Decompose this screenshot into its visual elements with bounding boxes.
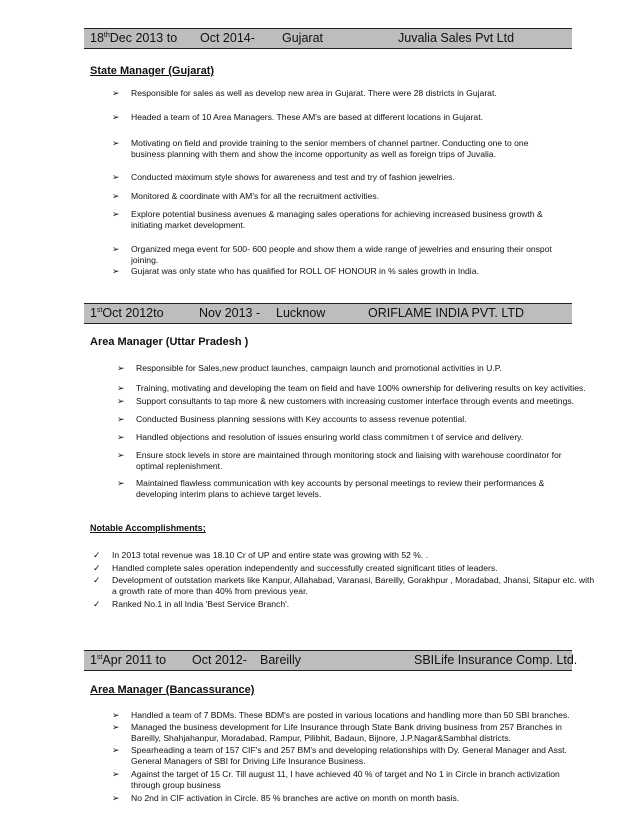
list-item <box>112 769 576 791</box>
from-day: 1 <box>90 653 97 667</box>
item-text: Explore potential business avenues & managing sales operations for achieving increased business growth & initiating market development. <box>131 209 543 230</box>
item-text: Monitored & coordinate with AM's for all the recruitment activities. <box>131 191 380 201</box>
job-header-oriflame <box>84 303 572 324</box>
item-text: Spearheading a team of 157 CIF's and 257 BM's and developing relationships with Dy. General Manager and Asst. General Managers of SBI for Driving Life Insurance Business. <box>131 745 567 766</box>
item-text: Training, motivating and developing the team on field and have 100% ownership for delivering results on key activities. <box>136 383 586 393</box>
list-item <box>93 599 600 610</box>
arrow-bullet-icon: ➢ <box>117 414 125 424</box>
list-item <box>112 244 561 266</box>
arrow-bullet-icon: ➢ <box>117 478 125 488</box>
list-item <box>117 478 586 500</box>
arrow-bullet-icon: ➢ <box>112 710 120 720</box>
item-text: Handled a team of 7 BDMs. These BDM's are posted in various locations and handling more than 50 SBI branches. <box>131 710 570 720</box>
from-day: 1 <box>90 306 97 320</box>
arrow-bullet-icon: ➢ <box>112 745 120 755</box>
list-item <box>112 710 576 721</box>
role-title: State Manager (Gujarat) <box>90 65 215 77</box>
arrow-bullet-icon: ➢ <box>117 383 125 393</box>
item-text: Ranked No.1 in all India 'Best Service Branch'. <box>112 599 290 609</box>
item-text: Handled complete sales operation independently and successfully created significant titles of leaders. <box>112 563 498 573</box>
period-from <box>90 29 177 48</box>
item-text: Headed a team of 10 Area Managers. These AM's are based at different locations in Gujarat. <box>131 112 483 122</box>
arrow-bullet-icon: ➢ <box>112 172 120 182</box>
list-item <box>112 138 561 160</box>
list-item <box>112 191 561 202</box>
list-item <box>112 112 561 123</box>
company-name: Juvalia Sales Pvt Ltd <box>398 31 515 45</box>
arrow-bullet-icon: ➢ <box>117 396 125 406</box>
job-city: Bareilly <box>260 653 301 667</box>
job-header-sbi-life <box>84 650 578 671</box>
period-from <box>90 304 164 323</box>
arrow-bullet-icon: ➢ <box>112 112 120 122</box>
item-text: Ensure stock levels in store are maintained through monitoring stock and liaising with warehouse coordinator for optimal replenishment. <box>136 450 562 471</box>
arrow-bullet-icon: ➢ <box>112 88 120 98</box>
arrow-bullet-icon: ➢ <box>112 793 120 803</box>
arrow-bullet-icon: ➢ <box>117 432 125 442</box>
role-title: Area Manager (Bancassurance) <box>90 684 255 696</box>
list-item <box>93 563 600 574</box>
arrow-bullet-icon: ➢ <box>112 209 120 219</box>
arrow-bullet-icon: ➢ <box>117 450 125 460</box>
company-name: SBILife Insurance Comp. Ltd. <box>414 653 578 667</box>
list-item <box>93 575 600 597</box>
from-rest: Dec 2013 to <box>109 31 178 45</box>
from-rest: Apr 2011 to <box>102 653 167 667</box>
item-text: Conducted Business planning sessions with Key accounts to assess revenue potential. <box>136 414 467 424</box>
list-item <box>117 383 586 394</box>
item-text: Against the target of 15 Cr. Till august 11, I have achieved 40 % of target and No 1 in Circle in branch activization through group business <box>131 769 560 790</box>
item-text: Support consultants to tap more & new customers with increasing customer interface through events and meetings. <box>136 396 575 406</box>
list-item <box>112 266 561 277</box>
item-text: No 2nd in CIF activation in Circle. 85 % branches are active on month on month basis. <box>131 793 460 803</box>
arrow-bullet-icon: ➢ <box>117 363 125 373</box>
job-city: Lucknow <box>276 306 326 320</box>
list-item <box>112 745 576 767</box>
checkmark-icon: ✓ <box>93 599 101 609</box>
arrow-bullet-icon: ➢ <box>112 769 120 779</box>
item-text: Conducted maximum style shows for awareness and test and try of fashion jewelries. <box>131 172 455 182</box>
item-text: Motivating on field and provide training to the senior members of channel partner. Conducting one to one business planning with them and show the income opportunity as well as foreign trips of Juvalia. <box>131 138 529 159</box>
list-item <box>112 722 576 744</box>
from-sup: st <box>96 306 103 314</box>
checkmark-icon: ✓ <box>93 563 101 573</box>
checkmark-icon: ✓ <box>93 550 101 560</box>
item-text: Gujarat was only state who has qualified for ROLL OF HONOUR in % sales growth in India. <box>131 266 479 276</box>
period-to: Oct 2012- <box>192 653 247 667</box>
list-item <box>117 414 586 425</box>
notable-accomplishments-heading: Notable Accomplishments; <box>90 523 206 533</box>
list-item <box>117 396 586 407</box>
job-city: Gujarat <box>282 31 323 45</box>
list-item <box>112 793 576 804</box>
list-item <box>93 550 600 561</box>
item-text: Handled objections and resolution of issues ensuring world class commitmen t of service and delivery. <box>136 432 524 442</box>
item-text: Responsible for sales as well as develop new area in Gujarat. There were 28 districts in Gujarat. <box>131 88 497 98</box>
from-day: 18 <box>90 31 104 45</box>
item-text: In 2013 total revenue was 18.10 Cr of UP and entire state was growing with 52 %. . <box>112 550 429 560</box>
checkmark-icon: ✓ <box>93 575 101 585</box>
list-item <box>117 432 586 443</box>
job-header-juvalia <box>84 28 572 49</box>
list-item <box>112 172 561 183</box>
item-text: Development of outstation markets like Kanpur, Allahabad, Varanasi, Bareilly, Gorakhpur , Moradabad, Jhansi, Sitapur etc. with a growth rate of more than 40% from previous year. <box>112 575 595 596</box>
item-text: Organized mega event for 500- 600 people and show them a wide range of jewelries and ensuring their onspot joining. <box>131 244 552 265</box>
from-rest: Oct 2012to <box>102 306 164 320</box>
list-item <box>112 88 561 99</box>
period-to: Nov 2013 - <box>199 306 261 320</box>
list-item <box>117 450 586 472</box>
item-text: Maintained flawless communication with key accounts by personal meetings to review their performances & developing interim plans to achieve target levels. <box>136 478 545 499</box>
arrow-bullet-icon: ➢ <box>112 266 120 276</box>
arrow-bullet-icon: ➢ <box>112 244 120 254</box>
from-sup: st <box>96 653 103 661</box>
item-text: Managed the business development for Life Insurance through State Bank driving business from 257 Branches in Bareilly, Shahjahanpur, Moradabad, Rampur, Pilibhit, Badaun, Bijnore, J.P.Nagar&Sambhal districts. <box>131 722 562 743</box>
list-item <box>117 363 586 374</box>
from-sup: th <box>103 31 110 39</box>
arrow-bullet-icon: ➢ <box>112 191 120 201</box>
company-name: ORIFLAME INDIA PVT. LTD <box>368 306 525 320</box>
arrow-bullet-icon: ➢ <box>112 138 120 148</box>
list-item <box>112 209 561 231</box>
item-text: Responsible for Sales,new product launches, campaign launch and promotional activities in U.P. <box>136 363 502 373</box>
period-to: Oct 2014- <box>200 31 255 45</box>
arrow-bullet-icon: ➢ <box>112 722 120 732</box>
role-title: Area Manager (Uttar Pradesh ) <box>90 336 249 348</box>
period-from <box>90 651 166 670</box>
